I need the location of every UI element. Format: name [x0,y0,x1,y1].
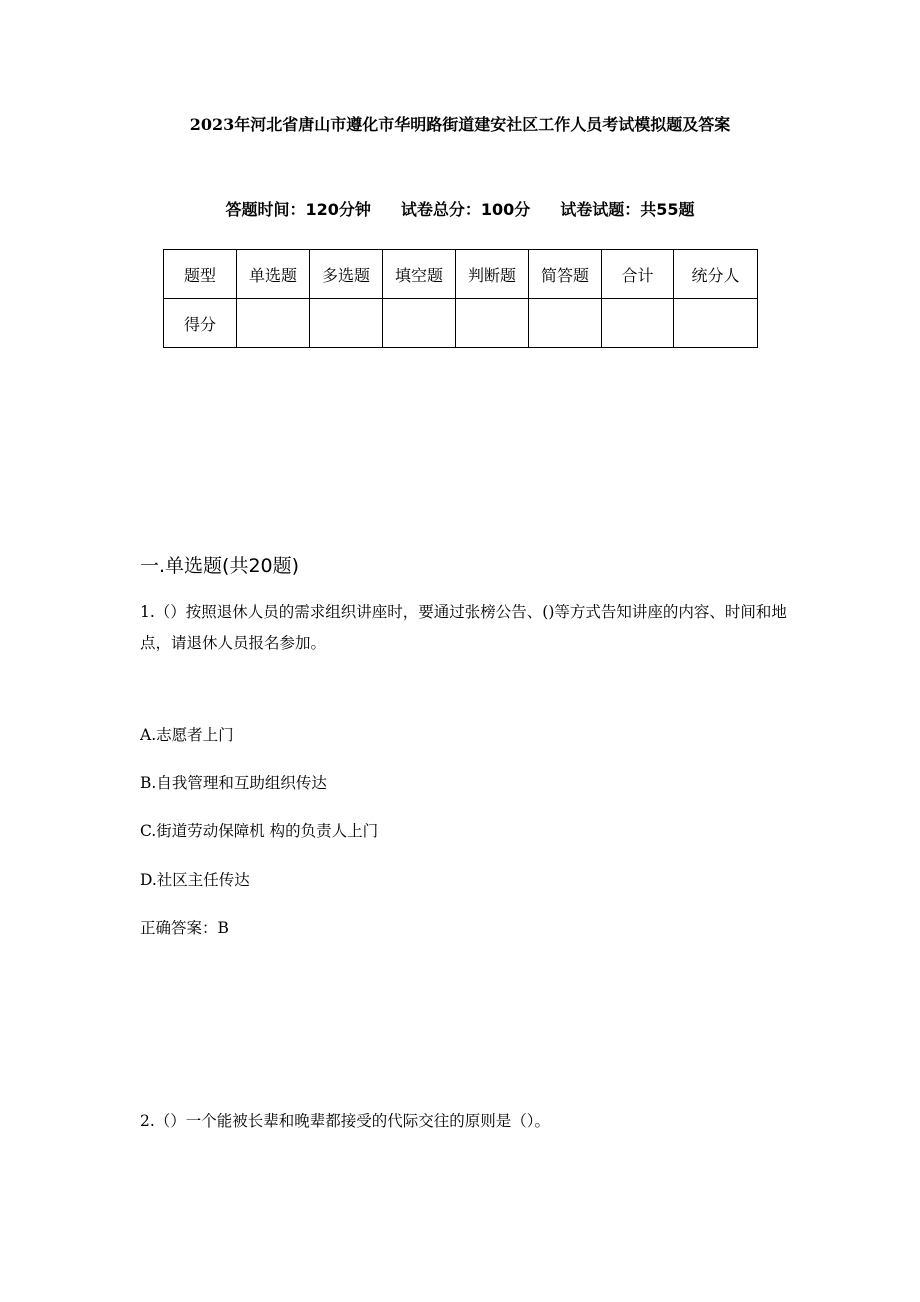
score-cell [383,299,456,348]
exam-time: 答题时间：120分钟 [225,200,371,219]
score-table [163,249,758,348]
score-cell [237,299,310,348]
score-table-header: 合计 [602,250,674,299]
question-option: D.社区主任传达 [140,871,250,889]
question-text: 1.（）按照退休人员的需求组织讲座时，要通过张榜公告、()等方式告知讲座的内容、时间和地点，请退休人员报名参加。 [140,603,787,652]
score-table-header: 单选题 [237,250,310,299]
question-option: C.街道劳动保障机 构的负责人上门 [140,822,379,840]
score-cell [602,299,674,348]
score-table-row [164,299,758,348]
question-option: A.志愿者上门 [140,726,234,744]
document-title: 2023年河北省唐山市遵化市华明路街道建安社区工作人员考试模拟题及答案 [189,115,731,134]
exam-question-count: 试卷试题：共55题 [560,200,695,219]
exam-total-score: 试卷总分：100分 [400,200,531,219]
question-option: B.自我管理和互助组织传达 [140,774,327,792]
question-text: 2.（）一个能被长辈和晚辈都接受的代际交往的原则是（）。 [140,1112,551,1130]
score-table-header: 多选题 [310,250,383,299]
score-table-row-label: 得分 [164,299,237,348]
section-heading: 一.单选题(共20题) [140,555,300,577]
score-table-header: 填空题 [383,250,456,299]
question-answer: 正确答案：B [140,919,229,937]
score-cell [456,299,529,348]
score-cell [529,299,602,348]
score-cell [674,299,758,348]
score-table-header: 简答题 [529,250,602,299]
score-table-header: 题型 [164,250,237,299]
exam-meta [0,197,920,223]
score-table-header: 统分人 [674,250,758,299]
score-cell [310,299,383,348]
score-table-header: 判断题 [456,250,529,299]
score-table-header-row [164,250,758,299]
